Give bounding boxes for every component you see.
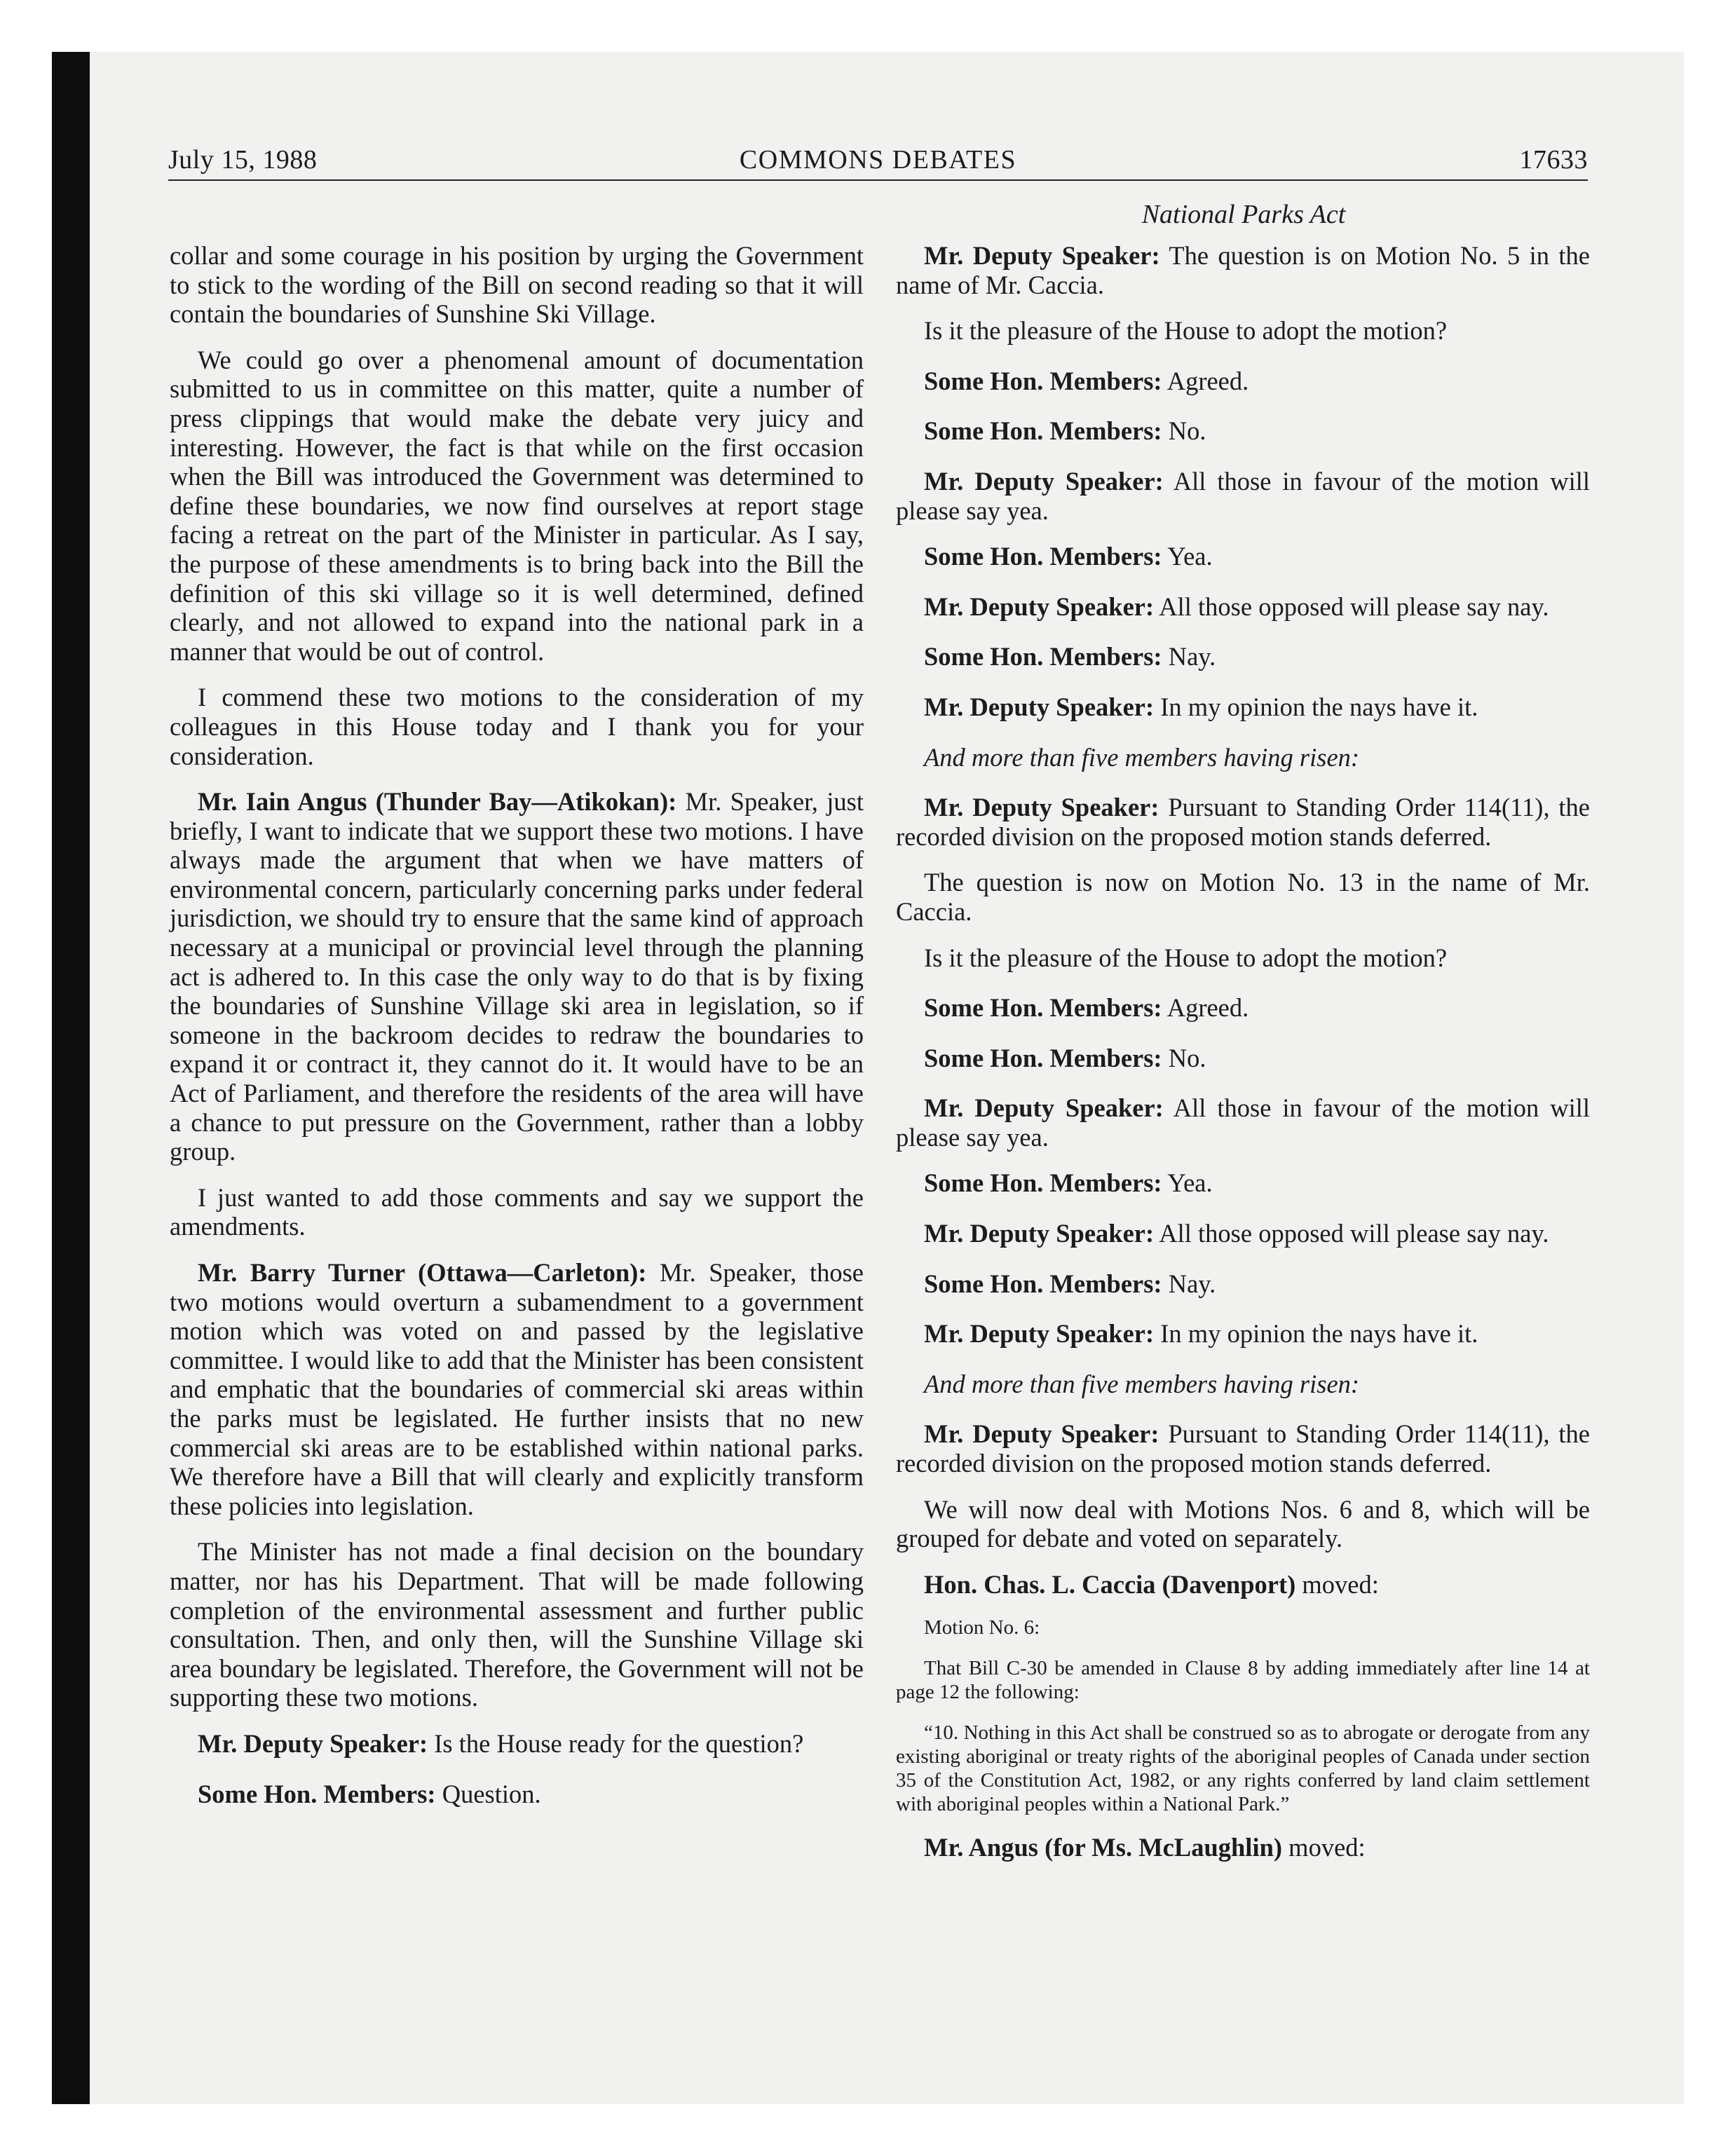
speech-paragraph [896,1269,1590,1299]
speech-paragraph [170,1258,864,1520]
header-date: July 15, 1988 [168,145,318,175]
speech-text: Pursuant to Standing Order 114(11), the recorded division on the proposed motion stands deferred. [896,1419,1590,1478]
left-column [170,241,864,1829]
page-header [168,144,1588,181]
speech-text: moved: [1282,1833,1366,1862]
speech-text: Agreed. [1162,993,1249,1023]
speech-paragraph [896,1044,1590,1073]
speech-paragraph [896,467,1590,525]
speech-text: Is the House ready for the question? [428,1728,804,1758]
speech-paragraph [896,592,1590,622]
stage-direction: And more than five members having risen: [924,742,1360,772]
speaker-name: Some Hon. Members: [198,1779,436,1808]
speaker-name: Mr. Deputy Speaker: [924,793,1159,822]
speech-text: Nay. [1162,1269,1216,1298]
speaker-name: Some Hon. Members: [924,542,1162,571]
speech-paragraph [896,241,1590,299]
paragraph: The question is now on Motion No. 13 in the name of Mr. Caccia. [896,868,1590,926]
speech-text: Agreed. [1162,366,1249,395]
page-number: 17633 [1519,145,1588,175]
speaker-name: Some Hon. Members: [924,1168,1162,1198]
paragraph: Is it the pleasure of the House to adopt the motion? [924,316,1448,346]
speech-paragraph [896,642,1590,671]
paragraph: We could go over a phenomenal amount of documentation submitted to us in committee on this matter, quite a number of press clippings that would make the debate very juicy and interesting. However, the fact is that while on the first occasion when the Bill was introduced the Government was determined to define these boundaries, we now find ourselves at report stage facing a retreat on the part of the Minister in particular. As I say, the purpose of these amendments is to bring back into the Bill the definition of this ski village so it is well determined, defined clearly, and not allowed to expand into the national park in a manner that would be out of control. [170,345,864,666]
speech-text: No. [1162,1043,1206,1072]
speech-paragraph [170,1780,864,1809]
speech-text: Nay. [1162,642,1216,671]
speech-text: All those in favour of the motion will please say yea. [896,466,1590,525]
speech-paragraph [896,1168,1590,1198]
speaker-name: Some Hon. Members: [924,642,1162,671]
speech-text: In my opinion the nays have it. [1154,1319,1478,1349]
speech-paragraph [896,993,1590,1023]
speaker-name: Mr. Deputy Speaker: [924,692,1155,721]
speech-text: In my opinion the nays have it. [1154,692,1478,721]
speech-paragraph [896,416,1590,446]
speaker-name: Mr. Angus (for Ms. McLaughlin) [924,1833,1283,1862]
speech-paragraph [170,1729,864,1759]
speaker-name: Hon. Chas. L. Caccia (Davenport) [924,1569,1296,1599]
speech-paragraph [896,793,1590,851]
speech-text: All those in favour of the motion will please say yea. [896,1093,1590,1152]
header-title: COMMONS DEBATES [739,145,1017,175]
speaker-name: Mr. Deputy Speaker: [924,1093,1164,1123]
running-head: National Parks Act [1141,200,1346,229]
speech-text: All those opposed will please say nay. [1154,592,1549,621]
speaker-name: Mr. Deputy Speaker: [924,1319,1155,1349]
speaker-name: Some Hon. Members: [924,366,1162,395]
speech-text: All those opposed will please say nay. [1154,1219,1549,1248]
right-column [896,241,1590,1879]
speaker-name: Some Hon. Members: [924,416,1162,446]
speech-paragraph [896,542,1590,571]
speaker-name: Mr. Deputy Speaker: [924,1219,1155,1248]
stage-direction: And more than five members having risen: [924,1369,1360,1398]
paragraph: I commend these two motions to the consideration of my colleagues in this House today and I thank you for your consideration. [170,683,864,770]
speaker-name: Mr. Deputy Speaker: [924,1419,1159,1449]
speech-paragraph [896,1419,1590,1478]
paragraph: collar and some courage in his position by urging the Government to stick to the wording of the Bill on second reading so that it will contain the boundaries of Sunshine Ski Village. [170,241,864,329]
speech-paragraph [896,1219,1590,1248]
paragraph: I just wanted to add those comments and say we support the amendments. [170,1182,864,1241]
speech-text: Mr. Speaker, those two motions would overturn a subamendment to a government motion which was voted on and passed by the legislative committee. I would like to add that the Minister has been consistent and emphatic that the boundaries of commercial ski areas within the parks must be legislated. He further insists that no new commercial ski areas are to be established within national parks. We therefore have a Bill that will clearly and explicitly transform these policies into legislation. [170,1258,864,1520]
speaker-name: Some Hon. Members: [924,1269,1162,1298]
speaker-name: Mr. Deputy Speaker: [924,466,1164,496]
speech-paragraph [896,1319,1590,1349]
speech-text: Yea. [1162,1168,1213,1198]
speech-text: No. [1162,416,1206,446]
speaker-name: Some Hon. Members: [924,1043,1162,1072]
speaker-name: Some Hon. Members: [924,993,1162,1023]
speech-text: Question. [435,1779,541,1808]
speech-text: Yea. [1162,542,1213,571]
speech-paragraph [170,787,864,1166]
speaker-name: Mr. Deputy Speaker: [924,592,1155,621]
paragraph: Is it the pleasure of the House to adopt the motion? [924,943,1448,972]
speech-paragraph [896,1833,1590,1862]
speech-text: Mr. Speaker, just briefly, I want to indicate that we support these two motions. I have always made the argument that when we have matters of environmental concern, particularly concerning parks under federal jurisdiction, we should try to ensure that the same kind of approach necessary at a municipal or provincial level through the planning act is adhered to. In this case the only way to do that is by fixing the boundaries of Sunshine Village ski area in legislation, so if someone in the backroom decides to redraw the boundaries to expand it or contract it, they cannot do it. It would have to be an Act of Parliament, and therefore the residents of the area will have a chance to put pressure on the Government, rather than a lobby group. [170,787,864,1166]
speaker-name: Mr. Deputy Speaker: [924,241,1160,270]
motion-text: That Bill C-30 be amended in Clause 8 by adding immediately after line 14 at page 12 the following: [896,1657,1590,1704]
speech-paragraph [896,692,1590,722]
motion-label: Motion No. 6: [924,1616,1040,1639]
speech-text: Pursuant to Standing Order 114(11), the recorded division on the proposed motion stands deferred. [896,793,1590,851]
paragraph: The Minister has not made a final decision on the boundary matter, nor has his Department. That will be made following completion of the environmental assessment and further public consultation. Then, and only then, will the Sunshine Village ski area boundary be legislated. Therefore, the Government will not be supporting these two motions. [170,1537,864,1712]
speaker-name: Mr. Iain Angus (Thunder Bay—Atikokan): [198,787,677,817]
binding-edge [52,52,90,2104]
speech-paragraph [896,1093,1590,1152]
header-rule [168,179,1588,181]
paragraph: We will now deal with Motions Nos. 6 and 8, which will be grouped for debate and voted on separately. [896,1494,1590,1553]
speech-paragraph [896,367,1590,396]
speech-text: moved: [1295,1569,1379,1599]
speech-text: The question is on Motion No. 5 in the name of Mr. Caccia. [896,241,1590,299]
speaker-name: Mr. Barry Turner (Ottawa—Carleton): [198,1258,647,1287]
speaker-name: Mr. Deputy Speaker: [198,1728,428,1758]
speech-paragraph [896,1570,1590,1599]
motion-quote: “10. Nothing in this Act shall be construed so as to abrogate or derogate from any existing aboriginal or treaty rights of the aboriginal peoples of Canada under section 35 of the Constitution Act, 1982, or any rights conferred by land claim settlement with aboriginal peoples within a National Park.” [896,1721,1590,1816]
